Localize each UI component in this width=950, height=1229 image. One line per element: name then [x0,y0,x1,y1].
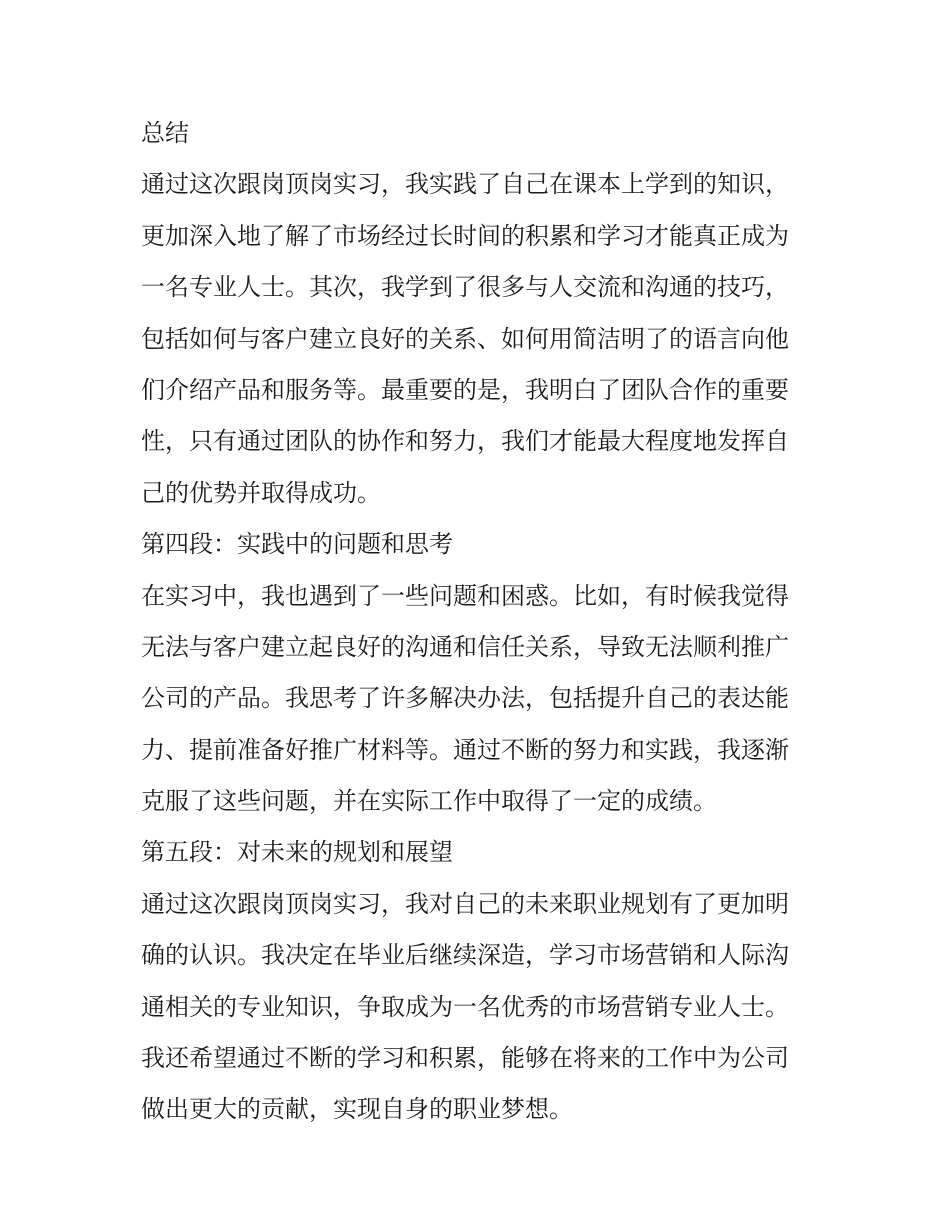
section-heading-part-four: 第四段：实践中的问题和思考 [141,530,453,559]
text-line: 公司的产品。我思考了许多解决办法，包括提升自己的表达能 [141,684,789,713]
text-line: 做出更大的贡献，实现自身的职业梦想。 [141,1095,573,1124]
text-line: 己的优势并取得成功。 [141,478,381,507]
text-line: 们介绍产品和服务等。最重要的是，我明白了团队合作的重要 [141,375,789,404]
text-line: 确的认识。我决定在毕业后继续深造，学习市场营销和人际沟 [141,941,789,970]
text-line: 力、提前准备好推广材料等。通过不断的努力和实践，我逐渐 [141,735,789,764]
text-line: 更加深入地了解了市场经过长时间的积累和学习才能真正成为 [141,221,789,250]
text-line: 通过这次跟岗顶岗实习，我实践了自己在课本上学到的知识， [141,170,789,199]
document-body [141,108,813,1136]
text-line: 一名专业人士。其次，我学到了很多与人交流和沟通的技巧， [141,273,789,302]
text-line: 克服了这些问题，并在实际工作中取得了一定的成绩。 [141,787,717,816]
text-line: 无法与客户建立起良好的沟通和信任关系，导致无法顺利推广 [141,632,789,661]
text-line: 性，只有通过团队的协作和努力，我们才能最大程度地发挥自 [141,427,789,456]
section-heading-part-five: 第五段：对未来的规划和展望 [141,838,453,867]
text-line: 通相关的专业知识，争取成为一名优秀的市场营销专业人士。 [141,992,789,1021]
text-line: 我还希望通过不断的学习和积累，能够在将来的工作中为公司 [141,1044,789,1073]
text-line: 在实习中，我也遇到了一些问题和困惑。比如，有时候我觉得 [141,581,789,610]
text-line: 包括如何与客户建立良好的关系、如何用简洁明了的语言向他 [141,324,789,353]
text-line: 通过这次跟岗顶岗实习，我对自己的未来职业规划有了更加明 [141,889,789,918]
section-heading-summary: 总结 [141,119,189,147]
